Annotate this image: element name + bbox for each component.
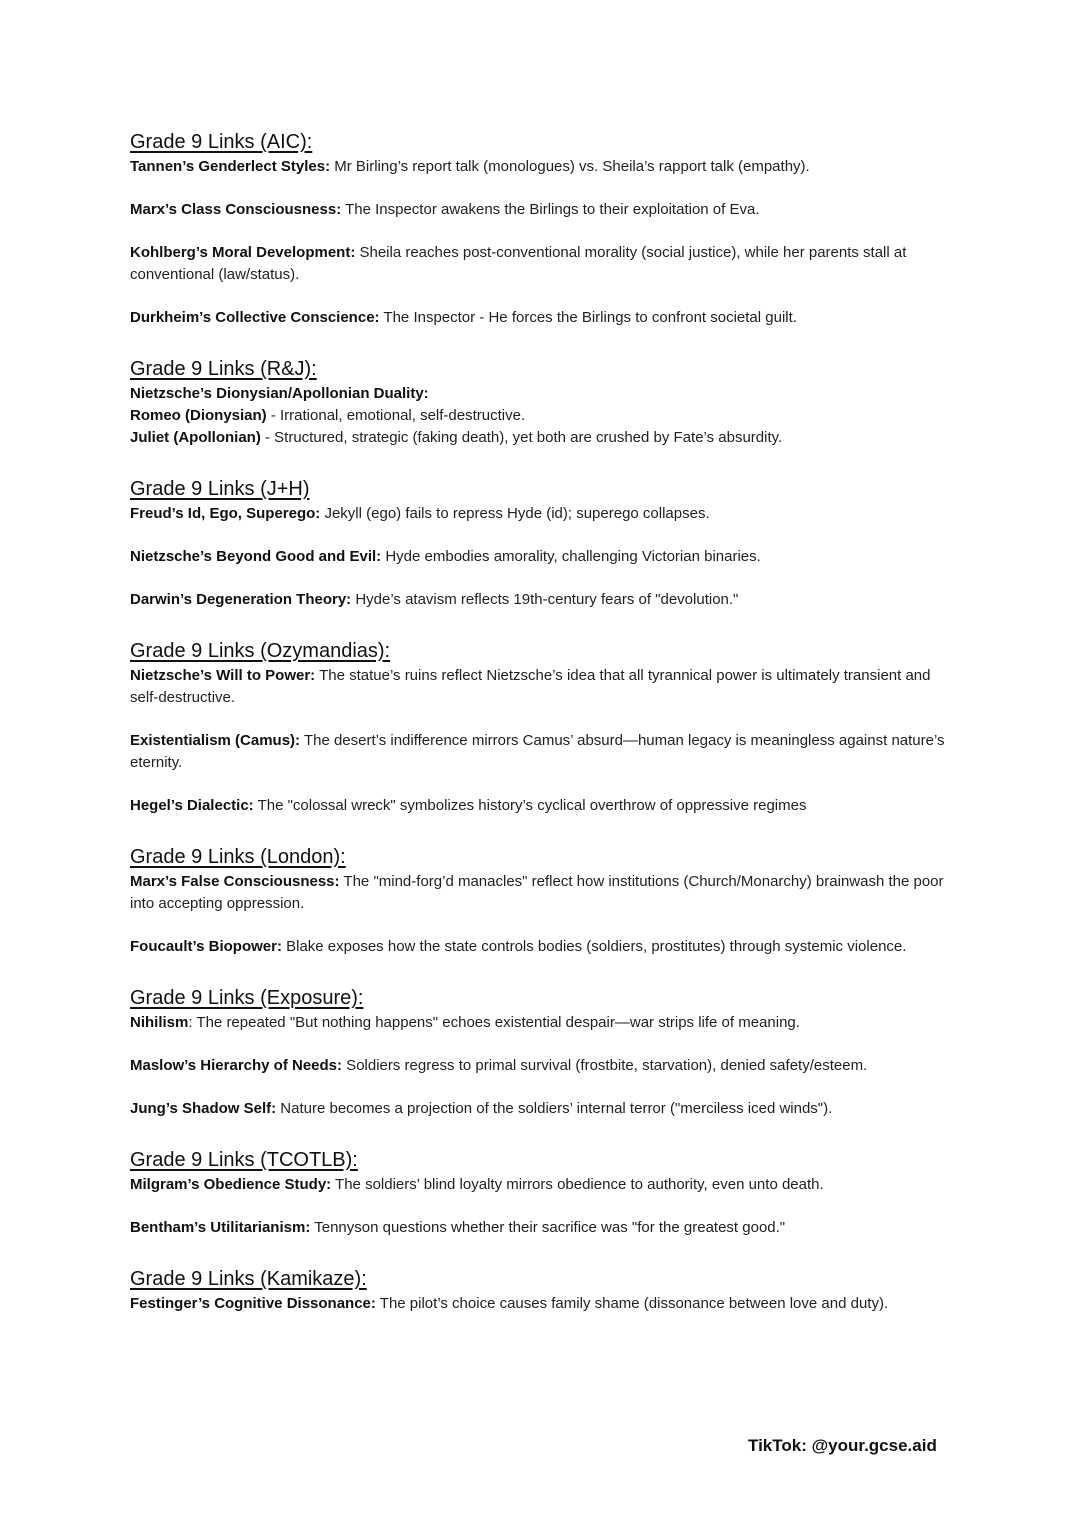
- entry-label: Hegel’s Dialectic:: [130, 797, 254, 814]
- entry-text: The "mind-forg’d manacles" reflect how institutions (Church/Monarchy) brainwash the poor into accepting oppression.: [130, 873, 944, 912]
- entry-label: Maslow’s Hierarchy of Needs:: [130, 1057, 343, 1074]
- entry: [130, 1217, 950, 1239]
- entry: [130, 307, 950, 329]
- entry-text: Nature becomes a projection of the soldiers’ internal terror ("merciless iced winds").: [276, 1100, 833, 1117]
- entry: [130, 546, 950, 568]
- entry: [130, 1293, 950, 1315]
- section-heading: Grade 9 Links (Exposure):: [130, 987, 364, 1009]
- entry: [130, 427, 950, 449]
- section-kamikaze: [130, 1265, 950, 1315]
- entry-label: Freud’s Id, Ego, Superego:: [130, 505, 321, 522]
- entry: [130, 405, 950, 427]
- entry-text: The Inspector - He forces the Birlings to confront societal guilt.: [379, 309, 797, 326]
- entry-label: Kohlberg’s Moral Development:: [130, 244, 356, 261]
- entry: [130, 199, 950, 221]
- section-heading: Grade 9 Links (Kamikaze):: [130, 1268, 367, 1290]
- entry-text: - Irrational, emotional, self-destructive.: [266, 407, 526, 424]
- entry-label: Darwin’s Degeneration Theory:: [130, 591, 352, 608]
- entry-text: Mr Birling’s report talk (monologues) vs. Sheila’s rapport talk (empathy).: [330, 158, 810, 175]
- entry-label: Festinger’s Cognitive Dissonance:: [130, 1295, 376, 1312]
- section-heading: Grade 9 Links (R&J):: [130, 358, 317, 380]
- entry: [130, 730, 950, 774]
- entry-text: Sheila reaches post-conventional morality (social justice), while her parents stall at conventional (law/status).: [130, 244, 907, 283]
- entry-label: Nihilism: [130, 1014, 189, 1031]
- section-heading: Grade 9 Links (J+H): [130, 478, 310, 500]
- entry: [130, 242, 950, 286]
- entry-label: Nietzsche’s Beyond Good and Evil:: [130, 548, 382, 565]
- entry-text: The "colossal wreck" symbolizes history’s cyclical overthrow of oppressive regimes: [253, 797, 807, 814]
- section-heading: Grade 9 Links (Ozymandias):: [130, 640, 391, 662]
- entry-text: - Structured, strategic (faking death), yet both are crushed by Fate’s absurdity.: [260, 429, 783, 446]
- entry-label: Milgram’s Obedience Study:: [130, 1176, 332, 1193]
- entry-label: Bentham’s Utilitarianism:: [130, 1219, 311, 1236]
- entry-text: The desert’s indifference mirrors Camus’ absurd—human legacy is meaningless against nature’s eternity.: [130, 732, 945, 771]
- entry-text: : The repeated "But nothing happens" echoes existential despair—war strips life of meaning.: [188, 1014, 800, 1031]
- entry: [130, 871, 950, 915]
- section-aic: [130, 128, 950, 329]
- notes-page: [130, 128, 950, 1336]
- entry-text: Jekyll (ego) fails to repress Hyde (id); superego collapses.: [320, 505, 710, 522]
- entry: [130, 795, 950, 817]
- entry: [130, 589, 950, 611]
- entry-label: Tannen’s Genderlect Styles:: [130, 158, 331, 175]
- entry: [130, 383, 950, 405]
- section-heading: Grade 9 Links (London):: [130, 846, 346, 868]
- entry-label: Durkheim’s Collective Conscience:: [130, 309, 380, 326]
- entry: [130, 665, 950, 709]
- entry-text: The pilot’s choice causes family shame (dissonance between love and duty).: [375, 1295, 889, 1312]
- entry-label: Jung’s Shadow Self:: [130, 1100, 277, 1117]
- section-exposure: [130, 984, 950, 1120]
- entry: [130, 503, 950, 525]
- entry-text: Hyde’s atavism reflects 19th-century fears of "devolution.": [351, 591, 739, 608]
- entry-label: Marx’s False Consciousness:: [130, 873, 340, 890]
- section-tcotlb: [130, 1146, 950, 1239]
- entry-label: Nietzsche’s Dionysian/Apollonian Duality:: [130, 385, 429, 402]
- section-heading: Grade 9 Links (TCOTLB):: [130, 1149, 358, 1171]
- section-romeo-juliet: [130, 355, 950, 449]
- section-ozymandias: [130, 637, 950, 817]
- entry-label: Marx’s Class Consciousness:: [130, 201, 342, 218]
- entry-text: The soldiers’ blind loyalty mirrors obedience to authority, even unto death.: [331, 1176, 824, 1193]
- section-heading: Grade 9 Links (AIC):: [130, 131, 313, 153]
- entry: [130, 1055, 950, 1077]
- section-london: [130, 843, 950, 958]
- entry-label: Foucault’s Biopower:: [130, 938, 282, 955]
- entry: [130, 936, 950, 958]
- entry-text: Blake exposes how the state controls bodies (soldiers, prostitutes) through systemic violence.: [281, 938, 907, 955]
- entry: [130, 1174, 950, 1196]
- entry: [130, 156, 950, 178]
- entry: [130, 1012, 950, 1034]
- entry-text: The Inspector awakens the Birlings to their exploitation of Eva.: [341, 201, 760, 218]
- entry-text: Hyde embodies amorality, challenging Victorian binaries.: [381, 548, 761, 565]
- entry-label: Romeo (Dionysian): [130, 407, 267, 424]
- entry-text: The statue’s ruins reflect Nietzsche’s idea that all tyrannical power is ultimately transient and self-destructive.: [130, 667, 931, 706]
- entry-label: Existentialism (Camus):: [130, 732, 301, 749]
- entry-label: Nietzsche’s Will to Power:: [130, 667, 316, 684]
- entry: [130, 1098, 950, 1120]
- entry-text: Soldiers regress to primal survival (frostbite, starvation), denied safety/esteem.: [342, 1057, 868, 1074]
- tiktok-credit: TikTok: @your.gcse.aid: [748, 1436, 937, 1455]
- section-jekyll-hyde: [130, 475, 950, 611]
- entry-label: Juliet (Apollonian): [130, 429, 261, 446]
- entry-text: Tennyson questions whether their sacrifice was "for the greatest good.": [310, 1219, 786, 1236]
